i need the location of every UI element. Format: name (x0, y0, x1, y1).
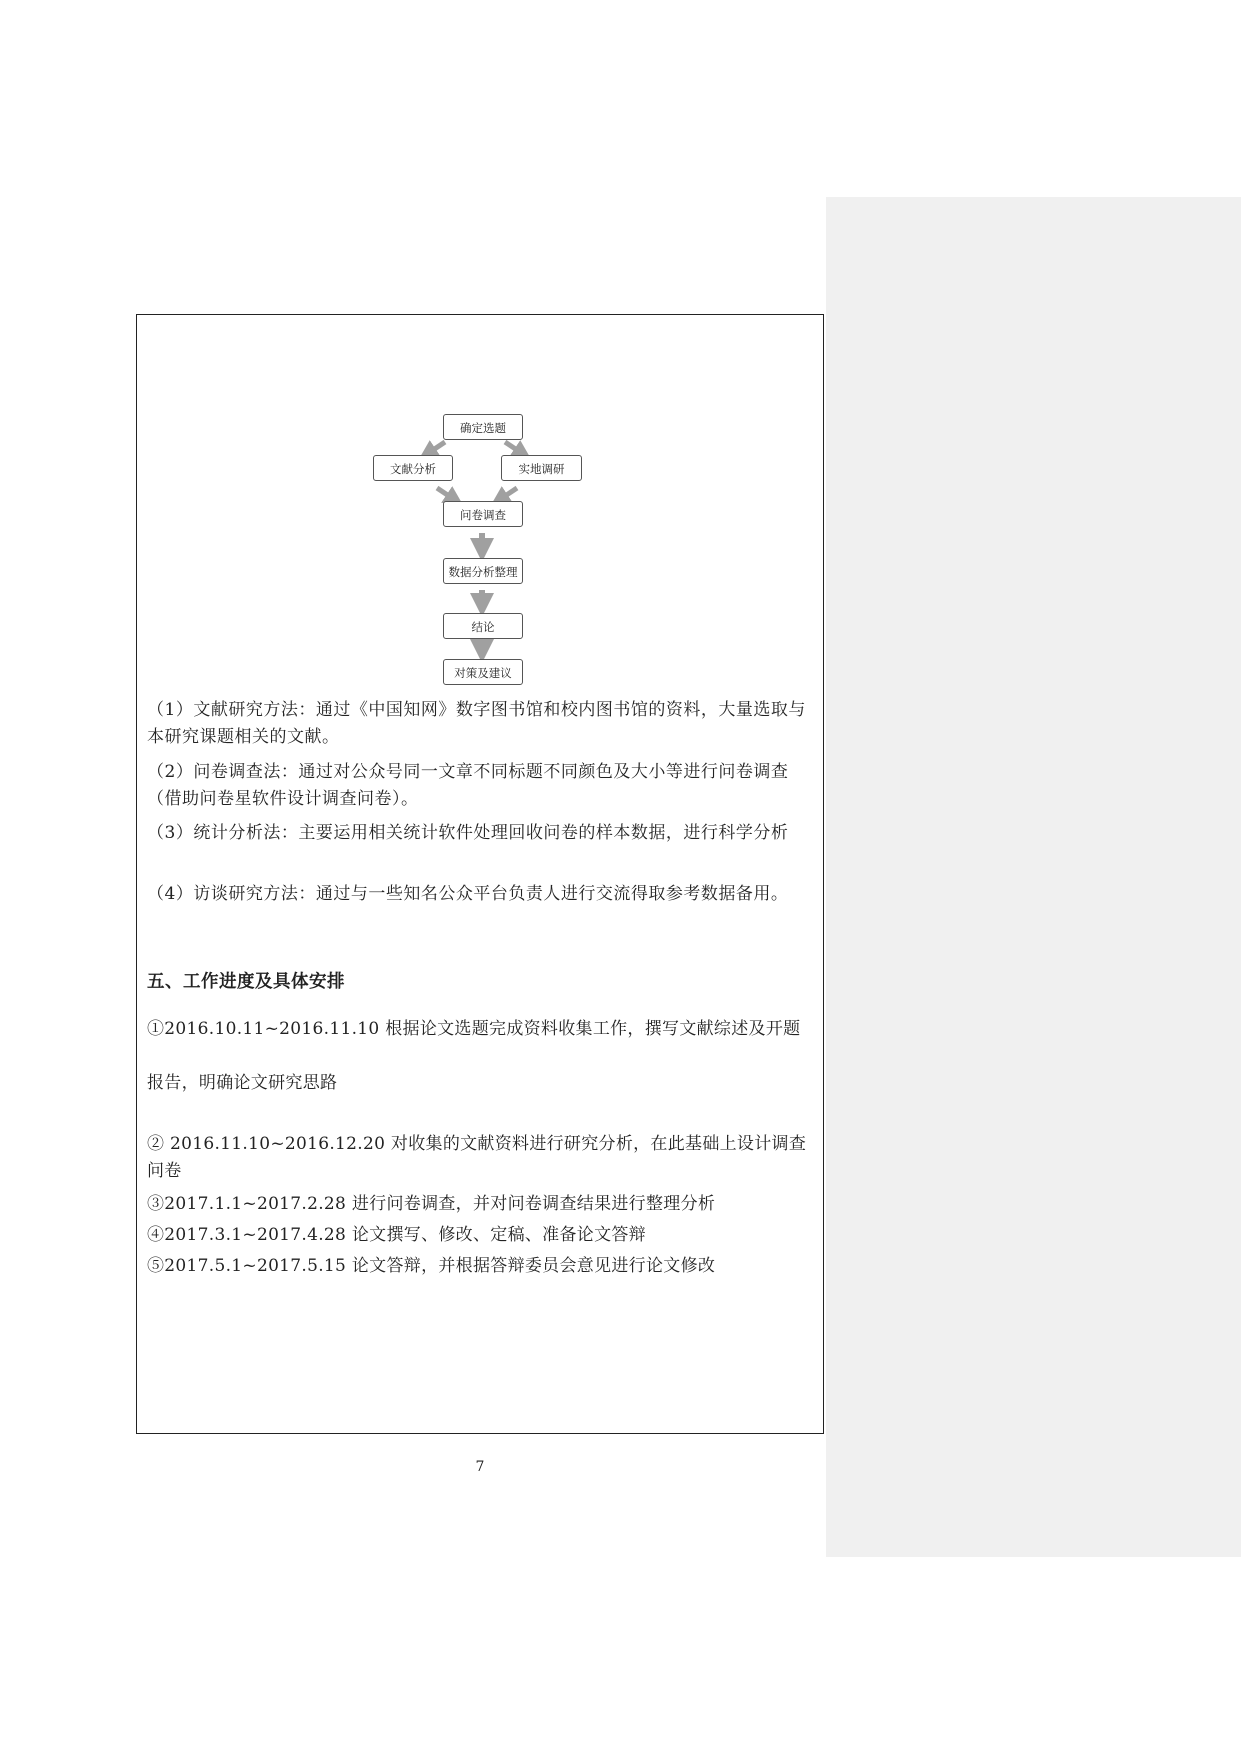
content-frame (136, 314, 824, 1434)
flow-node-topic: 确定选题 (443, 414, 523, 440)
flow-node-conclusion: 结论 (443, 613, 523, 639)
flow-node-advice: 对策及建议 (443, 659, 523, 685)
flow-node-data: 数据分析整理 (443, 558, 523, 584)
arrow-topic-field (505, 442, 523, 454)
arrow-field-survey (499, 488, 517, 500)
schedule-item-1-line1: ①2016.10.11~2016.11.10 根据论文选题完成资料收集工作，撰写文献综述及开题 (147, 1019, 801, 1039)
section-title: 五、工作进度及具体安排 (147, 972, 345, 992)
method-questionnaire: （2）问卷调查法：通过对公众号同一文章不同标题不同颜色及大小等进行问卷调查（借助问卷星软件设计调查问卷）。 (147, 762, 789, 809)
arrow-topic-literature (427, 442, 445, 454)
flow-node-literature: 文献分析 (373, 455, 453, 481)
page-number: 7 (475, 1459, 485, 1475)
flowchart (137, 315, 825, 695)
arrow-literature-survey (437, 488, 455, 500)
schedule-item-1-line2: 报告，明确论文研究思路 (147, 1073, 338, 1093)
comment-pane (826, 197, 1241, 1557)
method-statistics: （3）统计分析法：主要运用相关统计软件处理回收问卷的样本数据，进行科学分析 (147, 823, 789, 843)
schedule-item-5: ⑤2017.5.1~2017.5.15 论文答辩，并根据答辩委员会意见进行论文修改 (147, 1256, 716, 1276)
schedule-item-2: ② 2016.11.10~2016.12.20 对收集的文献资料进行研究分析，在此基础上设计调查问卷 (147, 1134, 807, 1181)
flow-node-survey: 问卷调查 (443, 501, 523, 527)
schedule-item-4: ④2017.3.1~2017.4.28 论文撰写、修改、定稿、准备论文答辩 (147, 1225, 646, 1245)
method-interview: （4）访谈研究方法：通过与一些知名公众平台负责人进行交流得取参考数据备用。 (147, 884, 789, 904)
flow-node-field: 实地调研 (501, 455, 582, 481)
schedule-item-3: ③2017.1.1~2017.2.28 进行问卷调查，并对问卷调查结果进行整理分析 (147, 1194, 716, 1214)
method-literature: （1）文献研究方法：通过《中国知网》数字图书馆和校内图书馆的资料，大量选取与本研究课题相关的文献。 (147, 700, 806, 747)
